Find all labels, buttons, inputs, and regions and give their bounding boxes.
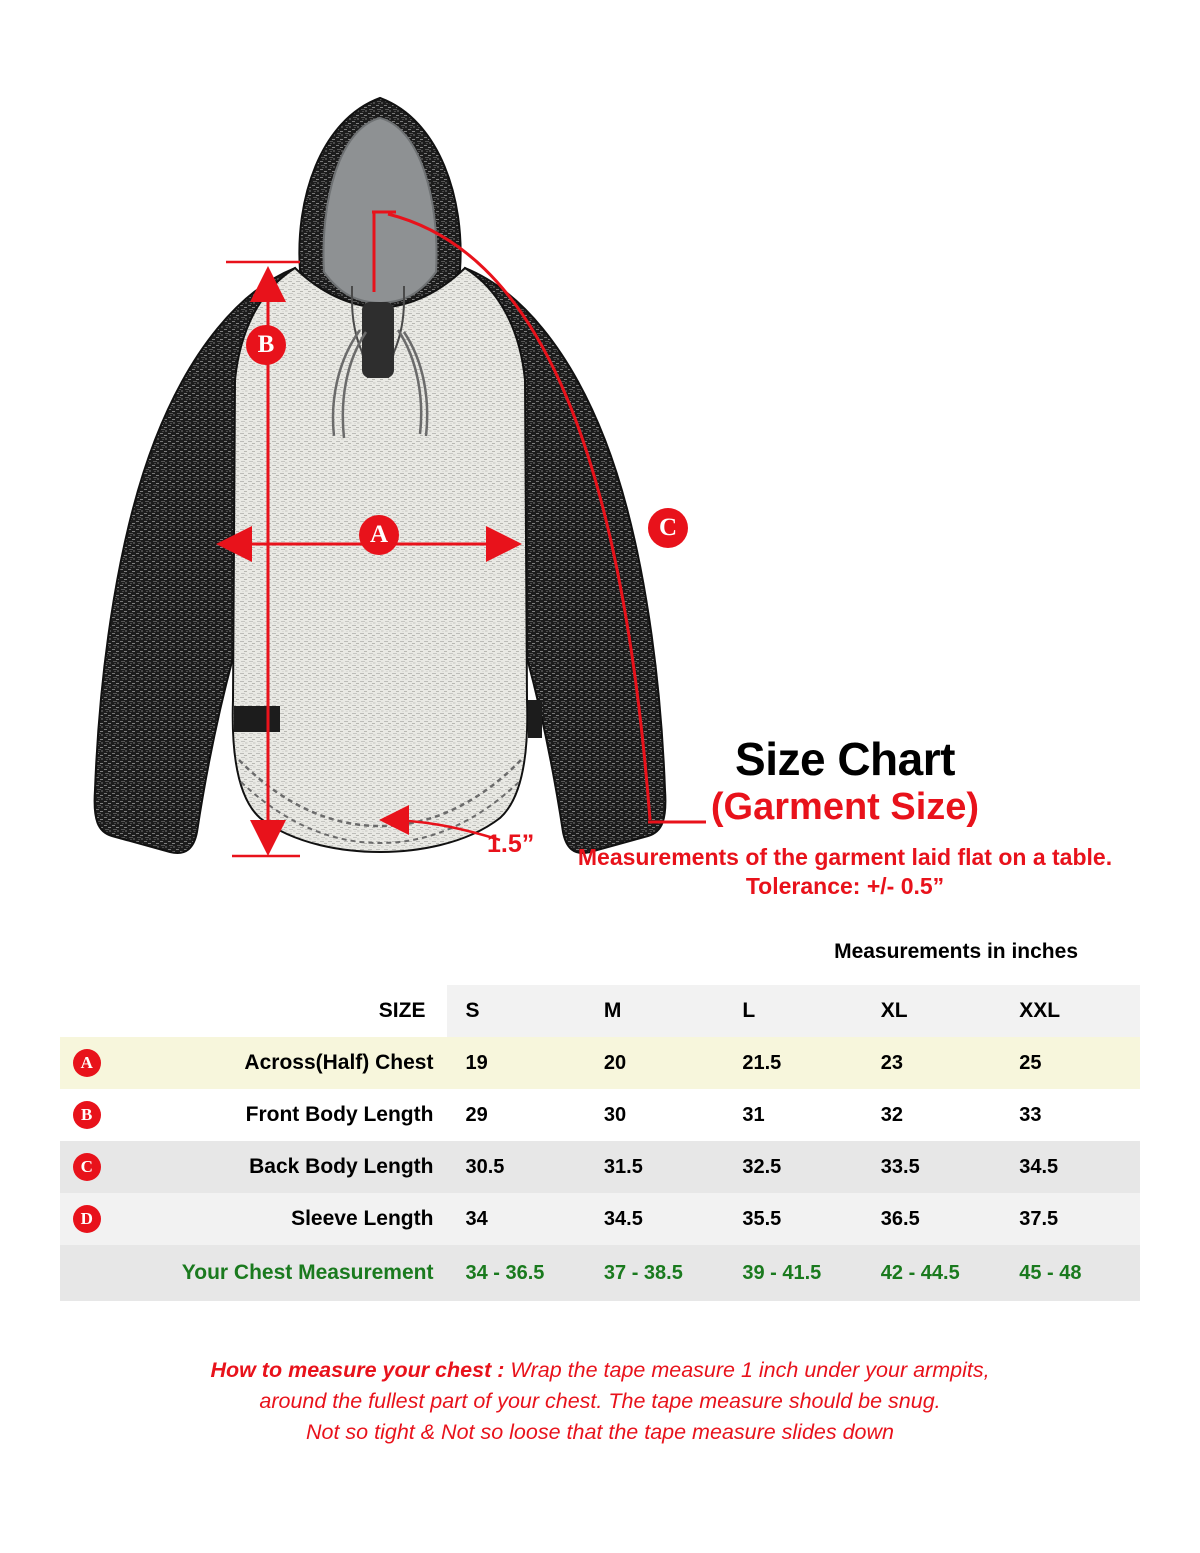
row-label-across-chest: Across(Half) Chest xyxy=(244,1051,434,1074)
cell-d-l: 35.5 xyxy=(742,1207,782,1230)
cell-c-l: 32.5 xyxy=(742,1155,782,1178)
row-badge-b xyxy=(60,1089,113,1141)
chest-l: 39 - 41.5 xyxy=(724,1245,862,1301)
chest-row-label: Your Chest Measurement xyxy=(113,1245,447,1301)
table-row xyxy=(60,1141,1140,1193)
placket-panel xyxy=(362,302,394,378)
callout-b-letter: B xyxy=(257,331,275,358)
cell-a-l: 21.5 xyxy=(742,1051,782,1074)
cell-a-xxl: 25 xyxy=(1019,1051,1042,1074)
header-size-l: L xyxy=(724,985,862,1037)
chest-m: 37 - 38.5 xyxy=(586,1245,724,1301)
badge-letter: B xyxy=(73,1101,101,1129)
badge-letter: C xyxy=(73,1153,101,1181)
row-badge-a xyxy=(60,1037,113,1089)
cell-d-xxl: 37.5 xyxy=(1019,1207,1059,1230)
cell-d-m: 34.5 xyxy=(603,1207,643,1230)
row-label-sleeve-length: Sleeve Length xyxy=(291,1207,434,1230)
header-size-m: M xyxy=(586,985,724,1037)
chest-xl: 42 - 44.5 xyxy=(863,1245,1001,1301)
side-tab-left xyxy=(234,706,280,732)
howto-line-1 xyxy=(0,1355,1200,1386)
chest-xxl: 45 - 48 xyxy=(1001,1245,1140,1301)
cell-b-xxl: 33 xyxy=(1019,1103,1042,1126)
table-header-row xyxy=(60,985,1140,1037)
header-badge-spacer xyxy=(60,985,113,1037)
callout-a xyxy=(359,515,399,555)
cell-b-xl: 32 xyxy=(880,1103,904,1126)
cell-d-s: 34 xyxy=(465,1207,488,1230)
cell-b-s: 29 xyxy=(465,1103,488,1126)
badge-letter: D xyxy=(73,1205,101,1233)
side-tab-right xyxy=(528,700,542,738)
cell-a-m: 20 xyxy=(603,1051,627,1074)
your-chest-measurement-row xyxy=(60,1245,1140,1301)
cell-a-s: 19 xyxy=(465,1051,488,1074)
chest-badge-spacer xyxy=(60,1245,113,1301)
row-badge-c xyxy=(60,1141,113,1193)
cell-c-xl: 33.5 xyxy=(880,1155,920,1178)
table-row xyxy=(60,1089,1140,1141)
badge-letter: A xyxy=(73,1049,101,1077)
callout-c xyxy=(648,508,688,548)
howto-text-1: Wrap the tape measure 1 inch under your armpits, xyxy=(504,1358,990,1382)
units-note: Measurements in inches xyxy=(834,940,1078,963)
page-title: Size Chart xyxy=(735,733,955,785)
row-label-back-body-length: Back Body Length xyxy=(249,1155,434,1178)
callout-a-letter: A xyxy=(369,521,389,548)
size-chart-table xyxy=(60,985,1140,1301)
chest-s: 34 - 36.5 xyxy=(447,1245,585,1301)
table-row xyxy=(60,1037,1140,1089)
hem-measure-label: 1.5” xyxy=(487,830,535,858)
cell-c-xxl: 34.5 xyxy=(1019,1155,1059,1178)
header-size-xxl: XXL xyxy=(1001,985,1140,1037)
cell-a-xl: 23 xyxy=(880,1051,904,1074)
header-size-label: SIZE xyxy=(378,999,426,1022)
cell-b-l: 31 xyxy=(742,1103,765,1126)
callout-b xyxy=(246,325,286,365)
page-subtitle: (Garment Size) xyxy=(710,786,980,829)
title-block xyxy=(565,735,1125,900)
header-size-xl: XL xyxy=(863,985,1001,1037)
cell-c-s: 30.5 xyxy=(465,1155,505,1178)
cell-b-m: 30 xyxy=(603,1103,627,1126)
table-row xyxy=(60,1193,1140,1245)
header-size-s: S xyxy=(447,985,585,1037)
cell-c-m: 31.5 xyxy=(603,1155,643,1178)
how-to-measure-note xyxy=(0,1355,1200,1449)
howto-line-2: around the fullest part of your chest. The tape measure should be snug. xyxy=(259,1389,941,1414)
callout-c-letter: C xyxy=(658,514,678,541)
row-badge-d xyxy=(60,1193,113,1245)
cell-d-xl: 36.5 xyxy=(880,1207,920,1230)
howto-line-3: Not so tight & Not so loose that the tape measure slides down xyxy=(306,1420,894,1445)
tolerance-note: Measurements of the garment laid flat on a table. Tolerance: +/- 0.5” xyxy=(577,843,1113,899)
row-label-front-body-length: Front Body Length xyxy=(245,1103,434,1126)
howto-heading: How to measure your chest : xyxy=(210,1358,505,1382)
